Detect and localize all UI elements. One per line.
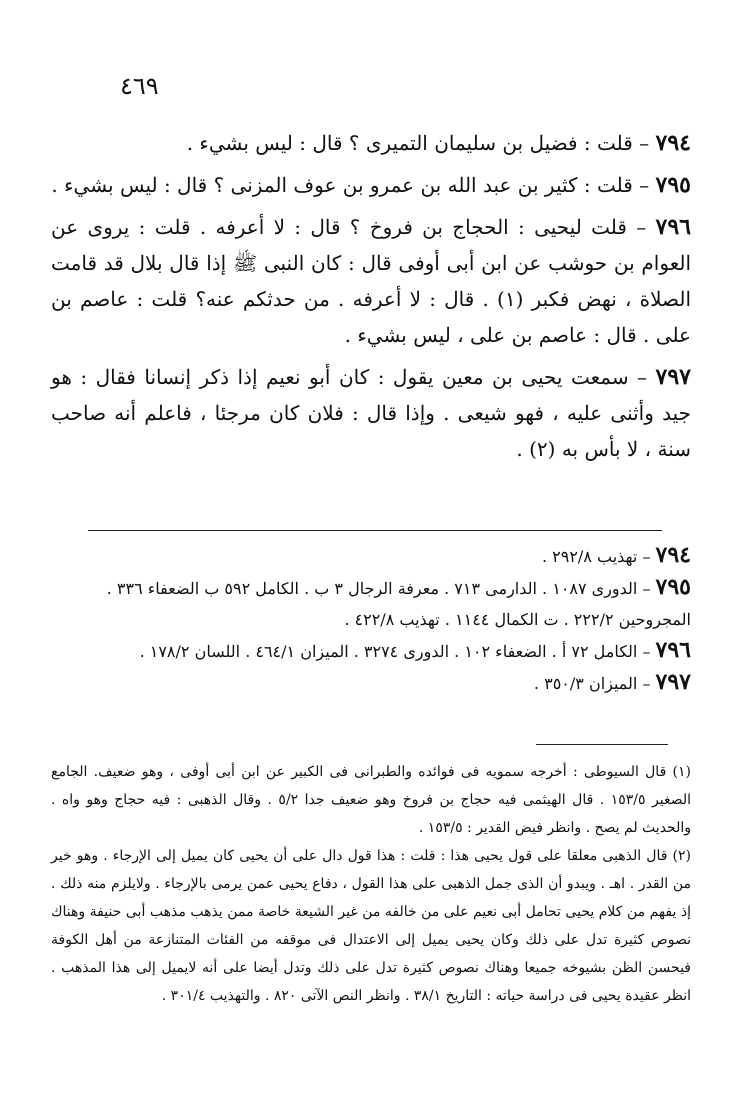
reference-number: ٧٩٦	[655, 637, 691, 663]
reference-text: – الميزان ٣٥٠/٣ .	[533, 674, 656, 693]
footnote-divider	[536, 744, 668, 745]
reference-796	[51, 635, 691, 667]
body-text	[51, 125, 691, 467]
entry-number: ٧٩٧	[655, 364, 691, 390]
references-section	[51, 540, 691, 699]
entry-number: ٧٩٦	[655, 214, 691, 240]
reference-number: ٧٩٥	[655, 574, 691, 600]
footnote-2: (٢) قال الذهبى معلقا على قول يحيى هذا : قلت : هذا قول دال على أن يحيى كان يميل إلى الإرجاء . وهو خير من القدر . اهـ . ويبدو أن الذى جمل الذهبى على هذا القول ، دفاع يحيى عمن يرمى بالإرجاء . ولايلزم منه ذلك . إذ يفهم من كلام يحيى تحامل أبى نعيم على من خالفه من غير الشيعة خاصة ممن يذهب مذهب أبى حنيفة وهناك نصوص كثيرة تدل على ذلك وكان يحيى يميل إلى الاعتدال فى موقفه من الفئات المتنازعة من أهل الكوفة فيحسن الظن بشيوخه جميعا وهناك نصوص كثيرة تدل على ذلك وتدل أيضا على أنه لايميل إلى هذا المذهب . انظر عقيدة يحيى فى دراسة حياته : التاريخ ٣٨/١ . وانظر النص الآتى ٨٢٠ . والتهذيب ٣٠١/٤ .	[51, 848, 691, 1004]
entry-text: – قلت ليحيى : الحجاج بن فروخ ؟ قال : لا أعرفه . قلت : يروى عن العوام بن حوشب عن ابن أبى أوفى قال : كان النبى ﷺ إذا قال بلال قد قامت الصلاة ، نهض فكبر (١) . قال : لا أعرفه . من حدثكم عنه؟ قلت : عاصم بن على . قال : عاصم بن على ، ليس بشيء .	[51, 215, 692, 347]
entry-number: ٧٩٥	[655, 172, 691, 198]
reference-795	[51, 572, 691, 635]
entry-796	[51, 209, 691, 353]
entry-number: ٧٩٤	[655, 130, 691, 156]
entry-text: – قلت : فضيل بن سليمان التميرى ؟ قال : ليس بشيء .	[186, 131, 656, 155]
entry-text: – سمعت يحيى بن معين يقول : كان أبو نعيم إذا ذكر إنسانا فقال : هو جيد وأثنى عليه ، فهو شيعى . وإذا قال : فلان كان مرجئا ، فاعلم أنه صاحب سنة ، لا بأس به (٢) .	[51, 365, 691, 461]
entry-text: – قلت : كثير بن عبد الله بن عمرو بن عوف المزنى ؟ قال : ليس بشيء .	[51, 173, 656, 197]
reference-number: ٧٩٤	[655, 542, 691, 568]
reference-text: – تهذيب ٢٩٢/٨ .	[541, 547, 656, 566]
reference-text: – الكامل ٧٢ أ . الضعفاء ١٠٢ . الدورى ٣٢٧٤ . الميزان ٤٦٤/١ . اللسان ١٧٨/٢ .	[139, 642, 656, 661]
page-number: ٤٦٩	[120, 72, 159, 100]
entry-795	[51, 167, 691, 203]
reference-text: – الدورى ١٠٨٧ . الدارمى ٧١٣ . معرفة الرجال ٣ ب . الكامل ٥٩٢ ب الضعفاء ٣٣٦ . المجروحين ٢٢٢/٢ . ت الكمال ١١٤٤ . تهذيب ٤٢٢/٨ .	[106, 579, 691, 629]
reference-794	[51, 540, 691, 572]
entry-794	[51, 125, 691, 161]
section-divider	[88, 530, 662, 531]
footnotes-section	[51, 758, 691, 1010]
reference-797	[51, 667, 691, 699]
footnote-1: (١) قال السيوطى : أخرجه سمويه فى فوائده والطبرانى فى الكبير عن ابن أبى أوفى ، وهو ضعيف. الجامع الصغير ١٥٣/٥ . قال الهيثمى فيه حجاج بن فروخ وهو ضعيف جدا ٥/٢ . وقال الذهبى : فيه حجاج وهو واه . والحديث لم يصح . وانظر فيض القدير : ١٥٣/٥ .	[51, 764, 691, 836]
reference-number: ٧٩٧	[655, 669, 691, 695]
entry-797	[51, 359, 691, 467]
